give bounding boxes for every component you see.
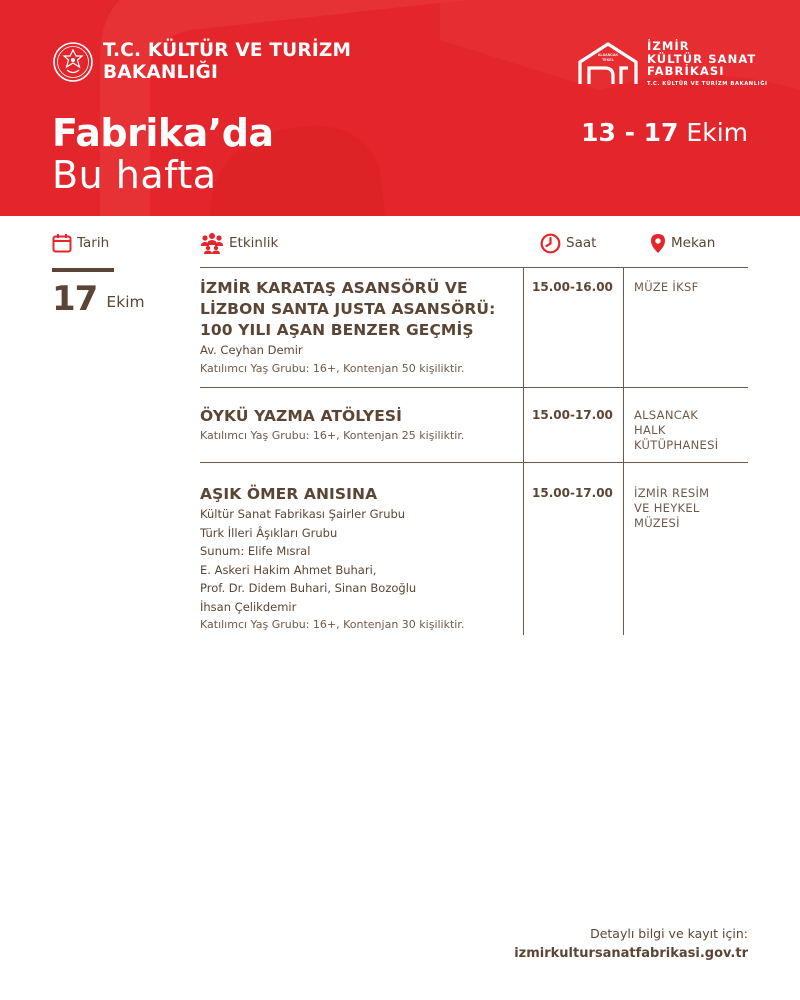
ministry-name-line1: T.C. KÜLTÜR VE TURİZM [103,40,352,61]
fabrika-logo [577,40,768,89]
event-venue [634,408,744,453]
table-row [200,406,518,445]
event-title-line: 100 YILI AŞAN BENZER GEÇMİŞ [200,321,474,339]
event-title-line: İZMİR KARATAŞ ASANSÖRÜ VE [200,279,468,297]
event-title-line: AŞIK ÖMER ANISINA [200,485,378,503]
ministry-name-line2: BAKANLIĞI [103,62,219,83]
column-header-time-label: Saat [566,235,597,251]
fabrika-ministry-line: T.C. KÜLTÜR VE TURİZM BAKANLIĞI [647,80,768,87]
event-title-line: ÖYKÜ YAZMA ATÖLYESİ [200,407,403,425]
people-group-icon [200,232,224,254]
event-venue-line: KÜTÜPHANESİ [634,438,719,452]
date-range-days: 13 - 17 [581,118,679,147]
event-performer: İhsan Çelikdemir [200,599,297,614]
event-performer: Sunum: Elife Mısral [200,544,311,558]
event-performer: Türk İlleri Âşıkları Grubu [200,525,338,540]
event-venue-line: VE HEYKEL [634,501,700,515]
event-participant-info: Katılımcı Yaş Grubu: 16+, Kontenjan 50 kişiliktir. [200,361,465,375]
page-subtitle: Bu hafta [52,153,217,197]
event-venue-line: ALSANCAK [634,408,699,422]
fabrika-name-line1: İZMİR [647,39,690,53]
event-venue-line: HALK [634,423,666,437]
column-header-venue-label: Mekan [671,235,716,251]
event-speaker: Av. Ceyhan Demir [200,343,303,357]
calendar-icon [52,233,72,253]
footer-info-label: Detaylı bilgi ve kayıt için: [590,926,748,941]
event-time: 15.00-17.00 [532,408,613,422]
event-participant-info: Katılımcı Yaş Grubu: 16+, Kontenjan 30 kişiliktir. [200,618,465,631]
ministry-logo [52,40,351,84]
event-venue [634,486,744,531]
page-title: Fabrika’da [52,111,274,155]
week-date-range [581,117,748,149]
footer-website-link[interactable]: izmirkultursanatfabrikasi.gov.tr [514,946,748,961]
event-venue-line: İZMİR RESİM [634,486,710,500]
event-venue: MÜZE İKSF [634,280,699,294]
day-label [52,279,145,319]
day-month: Ekim [106,293,145,311]
column-header-venue [650,230,715,256]
event-participant-info: Katılımcı Yaş Grubu: 16+, Kontenjan 25 kişiliktir. [200,429,465,442]
fabrika-name-line2: KÜLTÜR SANAT [647,51,757,66]
event-venue-line: MÜZESİ [634,516,680,530]
row-divider [200,387,748,388]
column-header-event-label: Etkinlik [229,235,279,251]
ministry-emblem-icon [52,41,94,83]
column-header-date [52,230,109,256]
fabrika-building-icon [577,40,639,86]
time-column-divider [523,267,524,635]
column-header-event [200,230,278,256]
map-pin-icon [650,233,666,254]
date-column-bar [52,268,114,272]
event-time: 15.00-16.00 [532,280,613,294]
row-divider [200,462,748,463]
event-performer: Prof. Dr. Didem Buhari, Sinan Bozoğlu [200,581,417,595]
event-time: 15.00-17.00 [532,486,613,500]
event-title-line: LİZBON SANTA JUSTA ASANSÖRÜ: [200,300,496,318]
table-row [200,484,518,634]
column-header-date-label: Tarih [77,235,110,251]
venue-column-divider [623,267,624,635]
day-number: 17 [52,279,98,319]
column-header-time [540,230,596,256]
fabrika-badge-line2: TEKEL [602,58,614,62]
date-range-month: Ekim [686,118,748,147]
clock-icon [540,233,561,254]
event-performer: Kültür Sanat Fabrikası Şairler Grubu [200,507,406,521]
table-row [200,278,518,378]
header-banner [0,0,800,216]
fabrika-badge-line1: ALSANCAK [597,53,619,57]
fabrika-name-line3: FABRİKASI [647,64,725,78]
event-performer: E. Askeri Hakim Ahmet Buhari, [200,562,377,577]
table-header-divider [200,267,748,268]
